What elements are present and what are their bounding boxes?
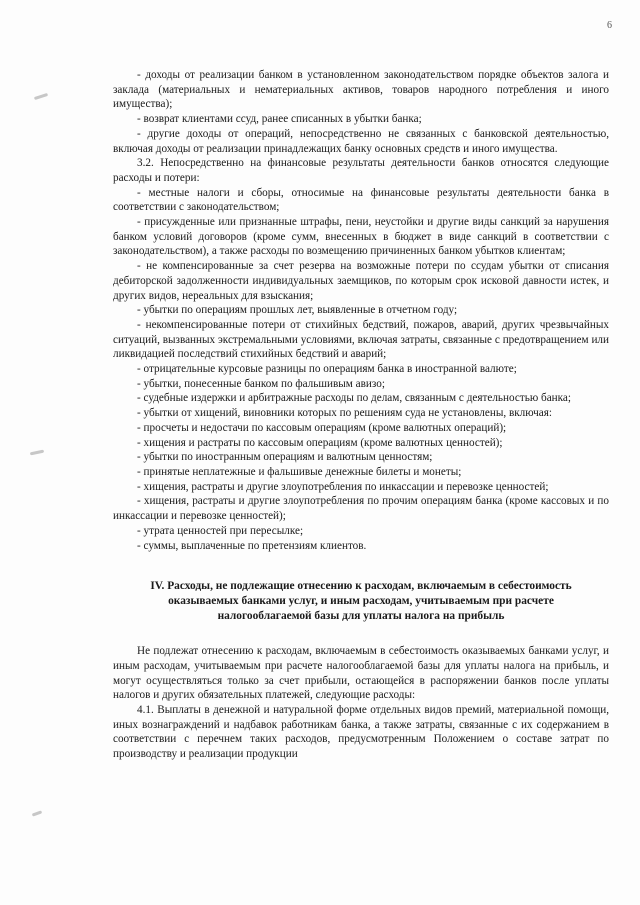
section-heading [113, 579, 609, 624]
paragraph: - судебные издержки и арбитражные расходы по делам, связанным с деятельностью банка; [137, 392, 571, 405]
paragraph: 3.2. Непосредственно на финансовые результаты деятельности банков относятся следующие расходы и потери: [113, 157, 609, 184]
paragraph: - убытки по операциям прошлых лет, выявленные в отчетном году; [137, 304, 458, 317]
paragraph: - местные налоги и сборы, относимые на финансовые результаты деятельности банка в соответствии с законодательством; [113, 186, 609, 214]
paragraph: Не подлежат отнесению к расходам, включаемым в себестоимость оказываемых банками услуг, и иным расходам, учитываемым при расчете налогооблагаемой базы для уплаты налога на прибыль, и могут осуществляться только за счет прибыли, остающейся в распоряжении банков после уплаты налогов и других обязательных платежей, следующие расходы: [113, 645, 609, 702]
paragraph: - отрицательные курсовые разницы по операциям банка в иностранной валюте; [137, 363, 517, 376]
paragraph: - убытки от хищений, виновники которых по решениям суда не установлены, включая: [137, 407, 553, 420]
scan-speck [30, 450, 44, 456]
paragraph: - хищения, растраты и другие злоупотребления по инкассации и перевозке ценностей; [137, 480, 549, 493]
paragraph: - некомпенсированные потери от стихийных бедствий, пожаров, аварий, других чрезвычайных ситуаций, вызванных экстремальными условиями, включая затраты, связанные с предотвращением или ликвидацией последствий стихийных бедствий и аварий; [113, 318, 609, 361]
heading-line: оказываемых банками услуг, и иным расходам, учитываемым при расчете [168, 595, 554, 608]
paragraph: - доходы от реализации банком в установленном законодательством порядке объектов залога и заклада (материальных и нематериальных активов, товаров народного потребления и иного имущества); [113, 69, 609, 111]
paragraph: - хищения и растраты по кассовым операциям (кроме валютных ценностей); [137, 436, 503, 449]
paragraph: - убытки по иностранным операциям и валютным ценностям; [137, 451, 433, 464]
paragraph: - убытки, понесенные банком по фальшивым авизо; [137, 377, 385, 390]
paragraph: - хищения, растраты и другие злоупотребления по прочим операциям банка (кроме кассовых и по инкассации и перевозке ценностей); [113, 495, 609, 523]
heading-line: IV. Расходы, не подлежащие отнесению к расходам, включаемым в себестоимость [150, 580, 572, 593]
scan-speck [34, 93, 48, 100]
page-number: 6 [607, 20, 612, 31]
section-expenses-and-losses [113, 68, 609, 553]
paragraph: - утрата ценностей при пересылке; [137, 524, 304, 537]
paragraph: 4.1. Выплаты в денежной и натуральной форме отдельных видов премий, материальной помощи, иных вознаграждений и надбавок работникам банка, а также затраты, связанные с их содержанием в соответствии с перечнем таких расходов, предусмотренным Положением о составе затрат по производству и реализации продукции [113, 704, 609, 761]
paragraph: - просчеты и недостачи по кассовым операциям (кроме валютных операций); [137, 421, 507, 434]
section-non-deductible-expenses [113, 644, 609, 762]
heading-line: налогооблагаемой базы для уплаты налога на прибыль [217, 610, 505, 623]
scan-speck [32, 810, 42, 816]
paragraph: - присужденные или признанные штрафы, пени, неустойки и другие виды санкций за нарушения банком условий договоров (кроме сумм, внесенных в бюджет в виде санкций в соответствии с законодательством), а также расходы по возмещению причиненных банком убытков клиентам; [113, 216, 609, 258]
paragraph: - принятые неплатежные и фальшивые денежные билеты и монеты; [137, 465, 462, 478]
paragraph: - другие доходы от операций, непосредственно не связанных с банковской деятельностью, включая доходы от реализации принадлежащих банку основных средств и иного имущества. [113, 127, 609, 155]
paragraph: - возврат клиентами ссуд, ранее списанных в убытки банка; [137, 113, 422, 126]
document-body [113, 68, 609, 762]
paragraph: - не компенсированные за счет резерва на возможные потери по ссудам убытки от списания дебиторской задолженности индивидуальных заемщиков, по которым срок исковой давности истек, и других видов, нереальных для взыскания; [113, 260, 609, 302]
paragraph: - суммы, выплаченные по претензиям клиентов. [137, 539, 367, 552]
